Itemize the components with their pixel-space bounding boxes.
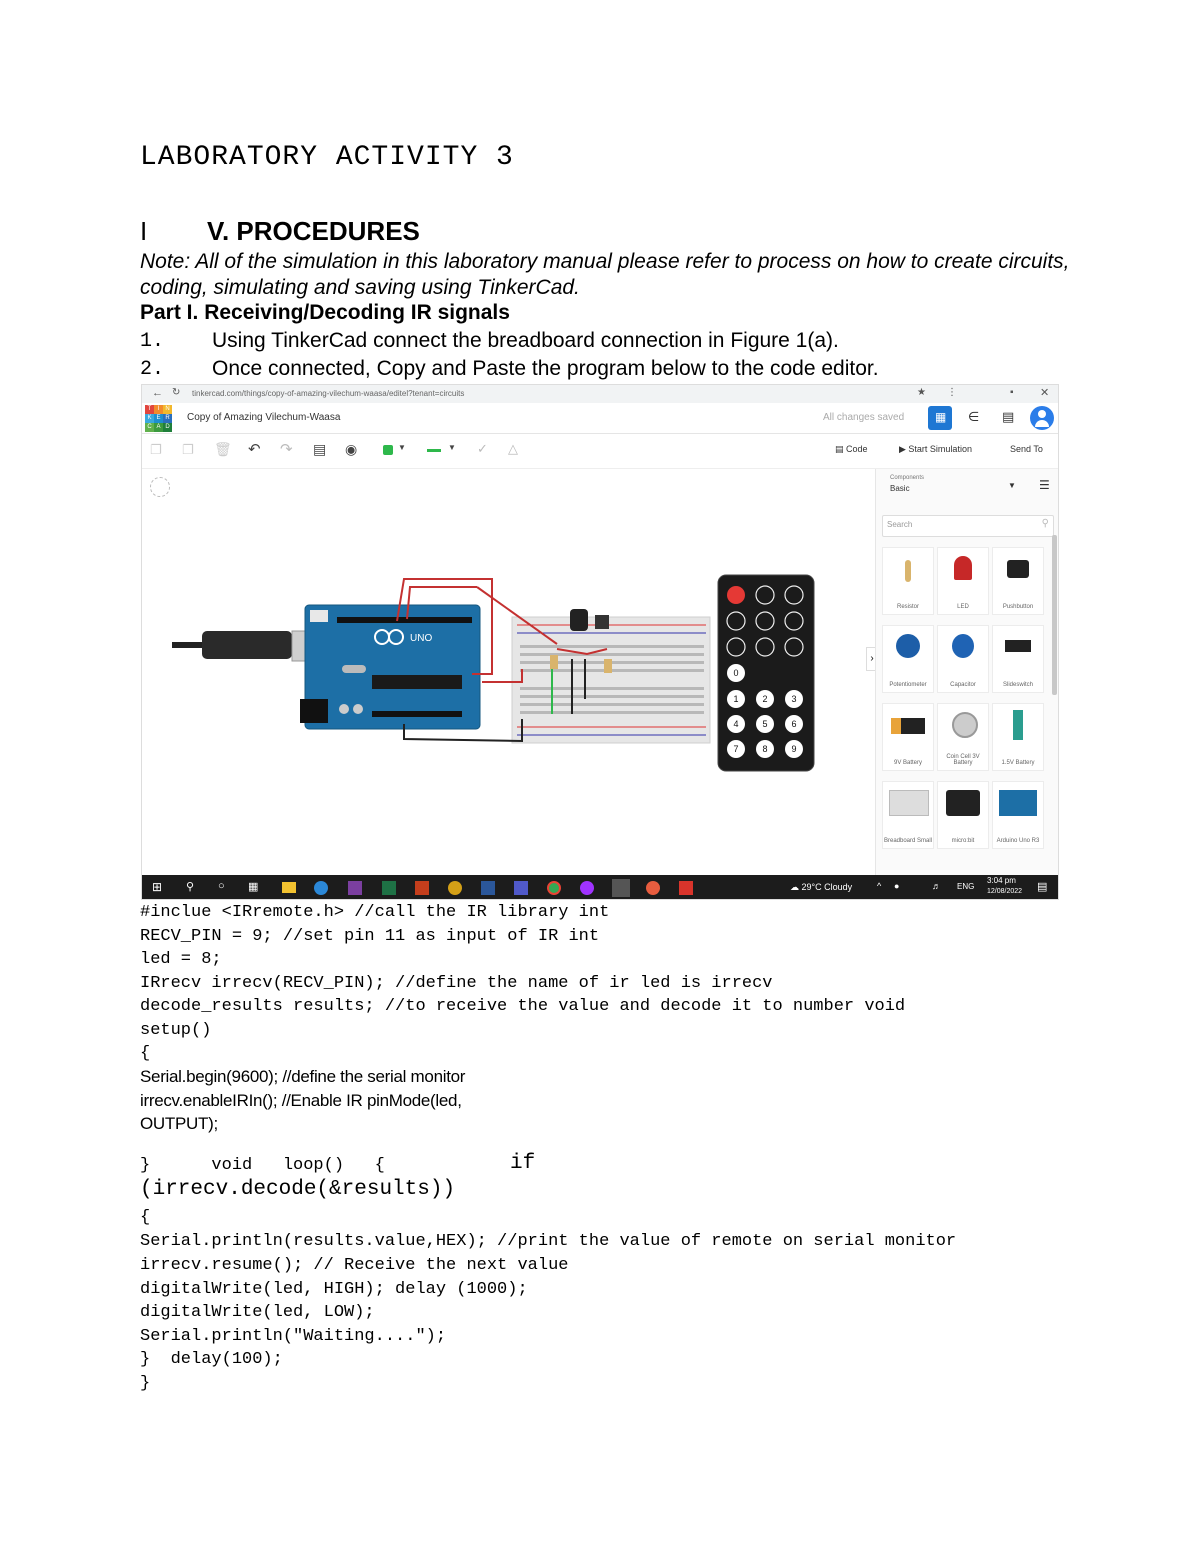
search-input[interactable]: Search ⚲ <box>882 515 1054 537</box>
code-line: { <box>140 1044 151 1063</box>
minimize-icon[interactable]: ▪ <box>1010 387 1014 398</box>
wire-type-swatch[interactable] <box>427 449 441 452</box>
step-text: Once connected, Copy and Paste the program below to the code editor. <box>212 357 879 380</box>
project-name[interactable]: Copy of Amazing Vilechum-Waasa <box>187 412 341 423</box>
code-line: } delay(100); <box>140 1350 283 1369</box>
resistor <box>604 659 612 673</box>
code-line: IRrecv irrecv(RECV_PIN); //define the name of ir led is irrecv <box>140 974 773 993</box>
back-arrow-icon[interactable]: ← <box>152 387 163 399</box>
component-tile[interactable]: Slideswitch <box>992 625 1044 693</box>
editor-toolbar <box>142 434 1059 469</box>
component-tile[interactable]: micro:bit <box>937 781 989 849</box>
ir-receiver <box>595 615 609 629</box>
step-number: 1. <box>140 330 165 353</box>
windows-start-icon[interactable]: ⊞ <box>152 880 163 894</box>
component-tile[interactable]: Breadboard Small <box>882 781 934 849</box>
svg-text:0: 0 <box>733 668 739 678</box>
chrome-profile-icon[interactable] <box>646 881 660 895</box>
components-label: Components <box>890 475 925 481</box>
circuit-view-button[interactable] <box>928 406 952 430</box>
flip-icon[interactable]: △ <box>508 441 518 456</box>
usb-cable <box>172 642 202 648</box>
resistor <box>550 655 558 669</box>
copy-icon[interactable]: ❐ <box>150 442 162 457</box>
word-icon[interactable] <box>481 881 495 895</box>
wire-color-swatch[interactable] <box>383 445 393 455</box>
avatar[interactable] <box>1030 406 1054 430</box>
note-text: Note: All of the simulation in this laboratory manual please refer to process on how to create circuits, coding, simulating and saving using TinkerCad. <box>140 250 1070 299</box>
svg-text:9: 9 <box>791 744 797 754</box>
electrolytic-capacitor <box>570 609 588 631</box>
component-tile[interactable]: Resistor <box>882 547 934 615</box>
search-icon[interactable]: ⚲ <box>186 881 195 893</box>
capacitor-cap <box>339 704 349 714</box>
svg-text:5: 5 <box>762 719 768 729</box>
delete-icon[interactable]: 🗑 <box>214 441 232 457</box>
code-line: (irrecv.decode(&results)) <box>140 1178 456 1201</box>
usb-plug <box>202 631 292 659</box>
menu-dots-icon[interactable]: ⋮ <box>947 387 957 398</box>
mic-icon[interactable]: ● <box>894 881 900 891</box>
browser-address-bar <box>142 385 1059 403</box>
atmega-chip <box>372 675 462 689</box>
code-line: setup() <box>140 1021 212 1040</box>
section-number: I <box>140 216 148 246</box>
powerpoint-icon[interactable] <box>415 881 429 895</box>
windows-taskbar <box>142 875 1059 900</box>
chat-app-icon[interactable] <box>314 881 328 895</box>
panel-scrollbar[interactable] <box>1052 535 1057 695</box>
clock-date[interactable]: 12/08/2022 <box>987 888 1023 895</box>
send-to-button[interactable]: Send To <box>1010 444 1043 454</box>
browser-url[interactable]: tinkercad.com/things/copy-of-amazing-vilechum-waasa/editel?tenant=circuits <box>192 389 465 398</box>
code-line: { <box>140 1208 151 1227</box>
tinkercad-screenshot <box>141 384 1059 900</box>
task-view-icon[interactable]: ▦ <box>248 881 259 893</box>
chevron-up-icon[interactable]: ^ <box>877 881 882 891</box>
svg-text:3: 3 <box>791 694 797 704</box>
svg-text:7: 7 <box>733 744 739 754</box>
code-line: led = 8; <box>140 950 222 969</box>
reload-icon[interactable]: ↻ <box>172 387 181 398</box>
acrobat-icon[interactable] <box>679 881 693 895</box>
teams-icon[interactable] <box>514 881 528 895</box>
rotate-icon[interactable]: ✓ <box>477 441 488 456</box>
onenote-icon[interactable] <box>348 881 362 895</box>
code-line: digitalWrite(led, LOW); <box>140 1303 375 1322</box>
weather-widget[interactable]: ☁ 29°C Cloudy <box>790 882 853 892</box>
code-line: if <box>510 1152 536 1175</box>
excel-icon[interactable] <box>382 881 396 895</box>
code-line: irrecv.resume(); // Receive the next value <box>140 1256 569 1275</box>
schematic-view-icon[interactable]: ∈ <box>968 409 980 424</box>
component-tile[interactable]: Arduino Uno R3 <box>992 781 1044 849</box>
chevron-down-icon[interactable]: ▼ <box>398 443 406 452</box>
messenger-icon[interactable] <box>580 881 594 895</box>
step-number: 2. <box>140 358 165 381</box>
reset-button <box>310 610 328 622</box>
puzzle-icon[interactable]: ★ <box>917 387 926 398</box>
code-line: } void loop() { <box>140 1156 385 1175</box>
component-tile[interactable]: Capacitor <box>937 625 989 693</box>
svg-text:1: 1 <box>733 694 739 704</box>
app-header <box>142 403 1059 434</box>
code-line: } <box>140 1374 151 1393</box>
visibility-icon[interactable]: ◉ <box>345 441 358 457</box>
search-icon: ⚲ <box>1041 518 1049 529</box>
cortana-icon[interactable]: ○ <box>218 880 225 892</box>
component-tile[interactable]: LED <box>937 547 989 615</box>
svg-text:2: 2 <box>762 694 768 704</box>
code-button[interactable]: ▤ Code <box>835 444 868 454</box>
chrome-icon[interactable] <box>547 881 561 895</box>
components-panel <box>875 469 1059 875</box>
code-line: Serial.begin(9600); //define the serial monitor <box>140 1067 466 1086</box>
svg-text:6: 6 <box>791 719 797 729</box>
note-icon[interactable]: ▤ <box>313 441 327 457</box>
tinkercad-logo[interactable]: T I N K E R C A D <box>145 405 172 432</box>
code-line: #inclue <IRremote.h> //call the IR library int <box>140 903 610 922</box>
volume-icon[interactable]: ♬ <box>932 881 941 891</box>
chevron-down-icon[interactable]: ▼ <box>1008 481 1016 490</box>
notifications-icon[interactable]: ▤ <box>1037 881 1048 893</box>
language-indicator[interactable]: ENG <box>957 882 975 891</box>
save-status: All changes saved <box>823 412 905 423</box>
paste-icon[interactable]: ❐ <box>182 442 194 457</box>
component-tile[interactable]: Coin Cell 3V Battery <box>937 703 989 771</box>
board-label: UNO <box>410 633 433 644</box>
file-explorer-icon[interactable] <box>282 882 296 893</box>
paint-icon[interactable] <box>448 881 462 895</box>
component-tile[interactable]: Pushbutton <box>992 547 1044 615</box>
component-tile[interactable]: Potentiometer <box>882 625 934 693</box>
start-simulation-button[interactable]: ▶ Start Simulation <box>899 444 972 454</box>
arduino-board <box>305 605 480 729</box>
analog-header <box>372 711 462 717</box>
code-line: OUTPUT); <box>140 1114 218 1133</box>
power-jack <box>300 699 328 723</box>
component-list-icon[interactable]: ▤ <box>1002 409 1015 424</box>
chip-icon: ▦ <box>935 410 947 424</box>
breadboard <box>512 617 710 743</box>
close-icon[interactable]: ✕ <box>1040 387 1050 399</box>
chevron-down-icon[interactable]: ▼ <box>448 443 456 452</box>
component-tile[interactable]: 9V Battery <box>882 703 934 771</box>
list-view-icon[interactable]: ☰ <box>1039 478 1050 492</box>
part-title: Part I. Receiving/Decoding IR signals <box>140 301 510 324</box>
code-line: Serial.println(results.value,HEX); //print the value of remote on serial monitor <box>140 1232 957 1251</box>
circuit-drawing <box>142 469 875 875</box>
panel-collapse-toggle[interactable]: › <box>866 647 878 671</box>
svg-text:4: 4 <box>733 719 739 729</box>
components-dropdown[interactable]: Basic <box>890 484 910 493</box>
code-line: Serial.println("Waiting...."); <box>140 1327 447 1346</box>
document-title: LABORATORY ACTIVITY 3 <box>140 142 514 173</box>
code-line: decode_results results; //to receive the value and decode it to number void <box>140 997 906 1016</box>
digital-header <box>337 617 472 623</box>
active-app-icon[interactable] <box>612 879 630 897</box>
step-text: Using TinkerCad connect the breadboard connection in Figure 1(a). <box>212 329 839 352</box>
remote-power-button <box>727 586 745 604</box>
code-line: irrecv.enableIRIn(); //Enable IR pinMode(led, <box>140 1091 462 1110</box>
svg-text:8: 8 <box>762 744 768 754</box>
clock-time[interactable]: 3:04 pm <box>987 876 1016 885</box>
crystal <box>342 665 366 673</box>
redo-icon[interactable]: ↷ <box>280 441 293 458</box>
component-tile[interactable]: 1.5V Battery <box>992 703 1044 771</box>
section-title: V. PROCEDURES <box>207 216 420 246</box>
undo-icon[interactable]: ↶ <box>248 441 261 458</box>
code-line: RECV_PIN = 9; //set pin 11 as input of IR int <box>140 927 600 946</box>
code-line: digitalWrite(led, HIGH); delay (1000); <box>140 1280 528 1299</box>
